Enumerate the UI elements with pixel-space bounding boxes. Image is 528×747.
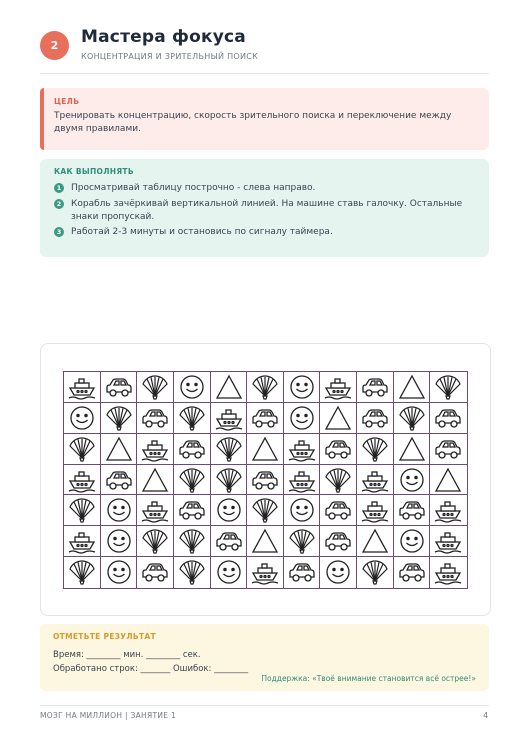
table-cell[interactable] xyxy=(211,495,248,526)
table-cell[interactable] xyxy=(174,495,211,526)
table-cell[interactable] xyxy=(211,434,248,465)
fan-icon xyxy=(250,374,280,400)
car-icon xyxy=(323,497,353,523)
footer-divider xyxy=(40,705,489,706)
fan-icon xyxy=(250,497,280,523)
fan-icon xyxy=(67,436,97,462)
fan-icon xyxy=(177,467,207,493)
table-cell[interactable] xyxy=(174,557,211,588)
car-icon xyxy=(250,467,280,493)
ship-icon xyxy=(250,559,280,585)
fan-icon xyxy=(177,559,207,585)
table-cell[interactable] xyxy=(430,403,467,434)
triangle-icon xyxy=(323,405,353,431)
car-icon xyxy=(397,497,427,523)
table-cell[interactable] xyxy=(247,495,284,526)
table-cell[interactable] xyxy=(430,434,467,465)
smile-icon xyxy=(177,374,207,400)
symbol-table xyxy=(63,371,468,589)
fan-icon xyxy=(360,436,390,462)
ship-icon xyxy=(67,374,97,400)
footer-course: МОЗГ НА МИЛЛИОН | ЗАНЯТИЕ 1 xyxy=(40,711,177,720)
table-cell[interactable] xyxy=(137,403,174,434)
table-cell[interactable] xyxy=(357,465,394,496)
ship-icon xyxy=(214,405,244,431)
car-icon xyxy=(397,559,427,585)
table-cell[interactable] xyxy=(101,557,138,588)
table-cell[interactable] xyxy=(320,557,357,588)
table-cell[interactable] xyxy=(137,495,174,526)
page-subtitle: КОНЦЕНТРАЦИЯ И ЗРИТЕЛЬНЫЙ ПОИСК xyxy=(81,52,259,61)
table-cell[interactable] xyxy=(101,495,138,526)
car-icon xyxy=(323,436,353,462)
smile-icon xyxy=(397,467,427,493)
table-cell[interactable] xyxy=(357,526,394,557)
goal-accent-bar xyxy=(40,88,44,150)
smile-icon xyxy=(287,497,317,523)
table-cell[interactable] xyxy=(64,403,101,434)
table-cell[interactable] xyxy=(137,434,174,465)
table-cell[interactable] xyxy=(394,465,431,496)
smile-icon xyxy=(214,559,244,585)
goal-heading: ЦЕЛЬ xyxy=(54,97,80,106)
fan-icon xyxy=(360,559,390,585)
table-cell[interactable] xyxy=(174,526,211,557)
fan-icon xyxy=(433,374,463,400)
fan-icon xyxy=(140,374,170,400)
fan-icon xyxy=(104,405,134,431)
car-icon xyxy=(323,528,353,554)
table-cell[interactable] xyxy=(211,372,248,403)
fan-icon xyxy=(214,467,244,493)
goal-box xyxy=(40,88,489,150)
smile-icon xyxy=(67,405,97,431)
step-text: Корабль зачёркивай вертикальной линией. На машине ставь галочку. Остальные знаки пропускай. xyxy=(71,199,463,222)
table-cell[interactable] xyxy=(320,403,357,434)
triangle-icon xyxy=(433,467,463,493)
table-cell[interactable] xyxy=(247,557,284,588)
fan-icon xyxy=(67,559,97,585)
triangle-icon xyxy=(360,528,390,554)
ship-icon xyxy=(67,467,97,493)
results-box xyxy=(40,624,489,691)
table-cell[interactable] xyxy=(430,465,467,496)
lesson-number-badge: 2 xyxy=(40,31,69,60)
table-cell[interactable] xyxy=(394,372,431,403)
table-cell[interactable] xyxy=(137,465,174,496)
step-number: 2 xyxy=(54,199,64,209)
table-cell[interactable] xyxy=(394,495,431,526)
triangle-icon xyxy=(397,374,427,400)
car-icon xyxy=(177,497,207,523)
car-icon xyxy=(433,436,463,462)
table-cell[interactable] xyxy=(284,526,321,557)
table-cell[interactable] xyxy=(320,526,357,557)
table-cell[interactable] xyxy=(211,465,248,496)
page-title: Мастера фокуса xyxy=(81,27,246,47)
fan-icon xyxy=(214,436,244,462)
table-cell[interactable] xyxy=(320,434,357,465)
ship-icon xyxy=(433,497,463,523)
triangle-icon xyxy=(140,467,170,493)
triangle-icon xyxy=(250,528,280,554)
table-cell[interactable] xyxy=(430,557,467,588)
step-number: 1 xyxy=(54,183,64,193)
table-cell[interactable] xyxy=(64,526,101,557)
car-icon xyxy=(250,405,280,431)
car-icon xyxy=(287,559,317,585)
fan-icon xyxy=(67,497,97,523)
table-cell[interactable] xyxy=(211,526,248,557)
table-cell[interactable] xyxy=(357,372,394,403)
table-cell[interactable] xyxy=(320,372,357,403)
table-cell[interactable] xyxy=(284,495,321,526)
triangle-icon xyxy=(214,374,244,400)
triangle-icon xyxy=(397,436,427,462)
table-cell[interactable] xyxy=(320,495,357,526)
fan-icon xyxy=(323,467,353,493)
table-cell[interactable] xyxy=(247,526,284,557)
car-icon xyxy=(104,374,134,400)
table-cell[interactable] xyxy=(394,526,431,557)
smile-icon xyxy=(104,559,134,585)
page-number: 4 xyxy=(483,711,488,720)
table-cell[interactable] xyxy=(284,434,321,465)
triangle-icon xyxy=(250,436,280,462)
table-cell[interactable] xyxy=(101,372,138,403)
table-cell[interactable] xyxy=(247,465,284,496)
table-cell[interactable] xyxy=(284,465,321,496)
table-cell[interactable] xyxy=(284,557,321,588)
ship-icon xyxy=(140,436,170,462)
ship-icon xyxy=(140,497,170,523)
smile-icon xyxy=(323,559,353,585)
step-text: Работай 2-3 минуты и остановись по сигналу таймера. xyxy=(71,227,333,237)
car-icon xyxy=(177,436,207,462)
time-field[interactable]: Время: ________ мин. ________ сек. xyxy=(53,650,201,660)
table-cell[interactable] xyxy=(64,434,101,465)
ship-icon xyxy=(287,436,317,462)
fan-icon xyxy=(397,405,427,431)
car-icon xyxy=(140,559,170,585)
rows-errors-field[interactable]: Обработано строк: _______ Ошибок: ________ xyxy=(53,664,249,674)
table-cell[interactable] xyxy=(64,495,101,526)
smile-icon xyxy=(397,528,427,554)
table-cell[interactable] xyxy=(247,434,284,465)
ship-icon xyxy=(360,497,390,523)
table-cell[interactable] xyxy=(357,403,394,434)
table-cell[interactable] xyxy=(284,372,321,403)
triangle-icon xyxy=(104,436,134,462)
ship-icon xyxy=(360,467,390,493)
table-cell[interactable] xyxy=(64,557,101,588)
table-cell[interactable] xyxy=(284,403,321,434)
car-icon xyxy=(214,528,244,554)
smile-icon xyxy=(104,497,134,523)
table-cell[interactable] xyxy=(357,557,394,588)
table-cell[interactable] xyxy=(174,372,211,403)
smile-icon xyxy=(287,374,317,400)
table-cell[interactable] xyxy=(101,526,138,557)
table-cell[interactable] xyxy=(320,465,357,496)
table-cell[interactable] xyxy=(137,557,174,588)
table-cell[interactable] xyxy=(394,403,431,434)
ship-icon xyxy=(323,374,353,400)
header-divider xyxy=(40,73,489,74)
car-icon xyxy=(140,405,170,431)
car-icon xyxy=(360,374,390,400)
table-cell[interactable] xyxy=(174,434,211,465)
table-cell[interactable] xyxy=(394,557,431,588)
table-cell[interactable] xyxy=(137,372,174,403)
table-cell[interactable] xyxy=(357,495,394,526)
table-cell[interactable] xyxy=(101,434,138,465)
smile-icon xyxy=(287,405,317,431)
smile-icon xyxy=(104,528,134,554)
car-icon xyxy=(360,405,390,431)
table-cell[interactable] xyxy=(64,372,101,403)
goal-text: Тренировать концентрацию, скорость зрительного поиска и переключение между двумя правилами. xyxy=(54,111,452,134)
fan-icon xyxy=(140,528,170,554)
ship-icon xyxy=(433,528,463,554)
fan-icon xyxy=(287,528,317,554)
results-heading: ОТМЕТЬТЕ РЕЗУЛЬТАТ xyxy=(53,632,156,641)
table-cell[interactable] xyxy=(101,403,138,434)
table-cell[interactable] xyxy=(174,465,211,496)
car-icon xyxy=(433,405,463,431)
table-cell[interactable] xyxy=(247,372,284,403)
table-cell[interactable] xyxy=(430,495,467,526)
table-cell[interactable] xyxy=(64,465,101,496)
ship-icon xyxy=(287,467,317,493)
table-cell[interactable] xyxy=(357,434,394,465)
table-cell[interactable] xyxy=(394,434,431,465)
fan-icon xyxy=(177,528,207,554)
table-cell[interactable] xyxy=(430,372,467,403)
fan-icon xyxy=(177,405,207,431)
instructions-heading: КАК ВЫПОЛНЯТЬ xyxy=(54,167,134,176)
ship-icon xyxy=(67,528,97,554)
instructions-box xyxy=(40,159,489,257)
step-number: 3 xyxy=(54,227,64,237)
step-text: Просматривай таблицу построчно - слева направо. xyxy=(71,183,316,193)
table-cell[interactable] xyxy=(211,557,248,588)
table-cell[interactable] xyxy=(211,403,248,434)
support-message: Поддержка: «Твоё внимание становится всё острее!» xyxy=(261,674,476,683)
table-cell[interactable] xyxy=(137,526,174,557)
table-cell[interactable] xyxy=(247,403,284,434)
smile-icon xyxy=(214,497,244,523)
table-cell[interactable] xyxy=(174,403,211,434)
table-cell[interactable] xyxy=(101,465,138,496)
ship-icon xyxy=(433,559,463,585)
table-cell[interactable] xyxy=(430,526,467,557)
car-icon xyxy=(104,467,134,493)
